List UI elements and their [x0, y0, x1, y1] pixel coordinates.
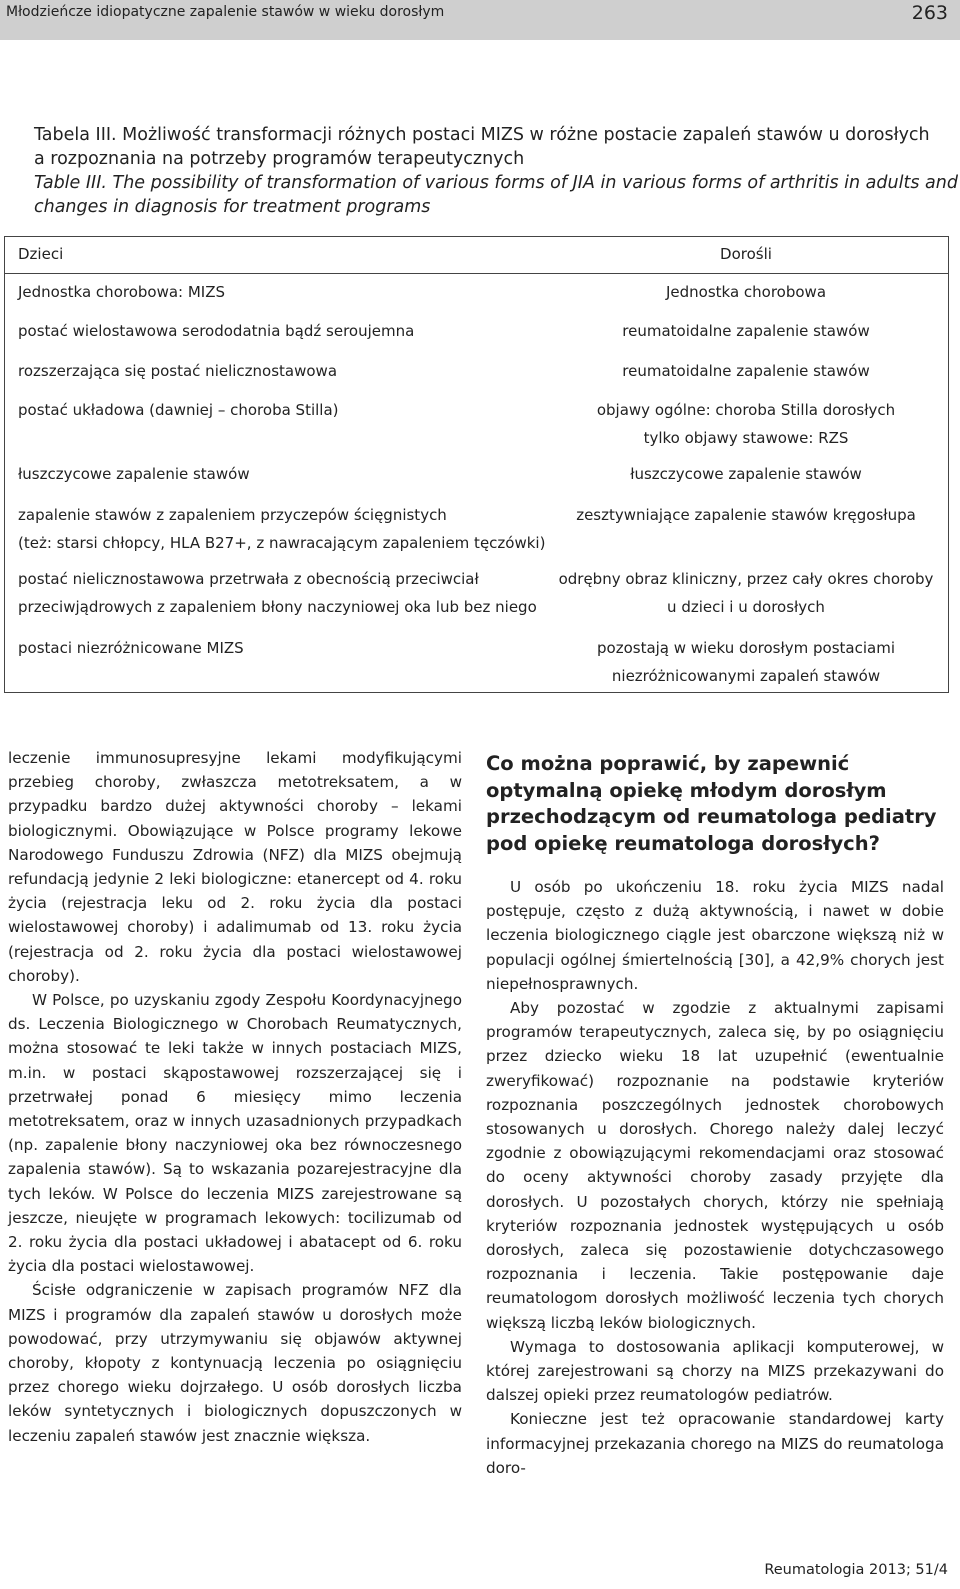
left-text-column [8, 746, 462, 1448]
table-cell-left: postać układowa (dawniej – choroba Stilla) [18, 401, 339, 419]
running-header [0, 0, 960, 40]
journal-footer: Reumatologia 2013; 51/4 [764, 1562, 948, 1578]
table-cell-right: odrębny obraz kliniczny, przez cały okres choroby [558, 570, 934, 588]
running-title: Młodzieńcze idiopatyczne zapalenie stawów w wieku dorosłym [6, 4, 445, 20]
caption-en-label: Table III. [34, 173, 107, 193]
table-cell-right: łuszczycowe zapalenie stawów [630, 465, 862, 483]
table-cell-left: rozszerzająca się postać nielicznostawowa [18, 362, 338, 380]
caption-pl-line1: Możliwość transformacji różnych postaci MIZS w różne postacie zapaleń stawów u dorosłych [122, 125, 930, 145]
table-cell-left: przeciwjądrowych z zapaleniem błony naczyniowej oka lub bez niego [18, 598, 537, 616]
paragraph: Aby pozostać w zgodzie z aktualnymi zapisami programów terapeutycznych, zaleca się, by po osiągnięciu przez dziecko wieku 18 lat uzupełnić (ewentualnie zweryfikować) rozpoznanie na podstawie kryteriów rozpoznania poszczególnych jednostek chorobowych stosowanych u dorosłych. Chorego należy dalej leczyć zgodnie z obowiązującymi rekomendacjami oraz stosować do oceny aktywności choroby zasady przyjęte dla dorosłych. U pozostałych chorych, którzy nie spełniają kryteriów rozpoznania jednostek występujących u osób dorosłych, zaleca się pozostawienie dotychczasowego rozpoznania i leczenia. Takie postępowanie daje reumatologom dorosłych możliwość leczenia tych chorych większą liczbą leków biologicznych. [486, 999, 944, 1332]
caption-en-line1: The possibility of transformation of various forms of JIA in various forms of arthritis in adults and [112, 173, 958, 193]
table-cell-left: (też: starsi chłopcy, HLA B27+, z nawracającym zapaleniem tęczówki) [18, 534, 546, 552]
paragraph: leczenie immunosupresyjne lekami modyfikującymi przebieg choroby, zwłaszcza metotreksatem, a w przypadku bardzo dużej aktywności choroby – lekami biologicznymi. Obowiązujące w Polsce programy lekowe Narodowego Funduszu Zdrowia (NFZ) dla MIZS obejmują refundacją jedynie 2 leki biologiczne: etanercept od 4. roku życia (rejestracja leku od 2. roku życia dla postaci wielostawowej choroby) i adalimumab od 13. roku życia (rejestracja od 2. roku życia dla postaci wielostawowej choroby). [8, 749, 462, 985]
table-cell-right: tylko objawy stawowe: RZS [643, 429, 849, 447]
table-caption [34, 123, 958, 219]
table-cell-right: u dzieci i u dorosłych [667, 598, 825, 616]
table-cell-right: zesztywniające zapalenie stawów kręgosłupa [576, 506, 916, 524]
table-cell-right: reumatoidalne zapalenie stawów [622, 362, 870, 380]
paragraph: Wymaga to dostosowania aplikacji komputerowej, w której zarejestrowani są chorzy na MIZS przekazywani do dalszej opieki przez reumatologów pediatrów. [486, 1337, 944, 1405]
table-cell-right: reumatoidalne zapalenie stawów [622, 322, 870, 340]
paragraph: Konieczne jest też opracowanie standardowej karty informacyjnej przekazania chorego na MIZS do reumatologa doro- [486, 1410, 944, 1477]
table-cell-right: Jednostka chorobowa [665, 283, 827, 301]
caption-en-line2: changes in diagnosis for treatment programs [34, 197, 431, 217]
table-cell-right: objawy ogólne: choroba Stilla dorosłych [596, 401, 896, 419]
table-cell-right: niezróżnicowanymi zapaleń stawów [611, 667, 881, 685]
table-cell-left: zapalenie stawów z zapaleniem przyczepów ścięgnistych [18, 506, 447, 524]
right-text-column [486, 875, 944, 1480]
paragraph: U osób po ukończeniu 18. roku życia MIZS nadal postępuje, często z dużą aktywnością, i nawet w dobie leczenia biologicznego ciągle jest obarczone większą niż w populacji ogólnej śmiertelnością [30], a 42,9% chorych jest niepełnosprawnych. [486, 878, 944, 993]
transformation-table [4, 236, 949, 693]
section-heading: Co można poprawić, by zapewnić optymalną opiekę młodym dorosłym przechodzącym od reumatologa pediatry pod opiekę reumatologa dorosłych? [486, 752, 937, 855]
table-cell-left: postać wielostawowa serododatnia bądź seroujemna [18, 322, 415, 340]
paragraph: W Polsce, po uzyskaniu zgody Zespołu Koordynacyjnego ds. Leczenia Biologicznego w Chorobach Reumatycznych, można stosować te leki także w innych postaciach MIZS, m.in. w postaci skąpostawowej rozszerzającej się i przetrwałej ponad 6 miesięcy mimo leczenia metotreksatem, oraz w innych uzasadnionych przypadkach (np. zapalenie błony naczyniowej oka bez równoczesnego zapalenia stawów). Są to wskazania pozarejestracyjne dla tych leków. W Polsce do leczenia MIZS zarejestrowane są jeszcze, nieujęte w programach lekowych: tocilizumab od 2. roku życia dla postaci układowej i abatacept od 6. roku życia dla postaci wielostawowej. [8, 991, 462, 1276]
caption-pl-line2: a rozpoznania na potrzeby programów terapeutycznych [34, 149, 525, 169]
paragraph: Ścisłe odgraniczenie w zapisach programów NFZ dla MIZS i programów dla zapaleń stawów u dorosłych może powodować, przy utrzymywaniu się objawów aktywnej choroby, kłopoty z kontynuacją leczenia po osiągnięciu przez chorego wieku dojrzałego. U osób dorosłych liczba leków syntetycznych i biologicznych dopuszczonych w leczeniu zapaleń stawów jest znacznie większa. [8, 1281, 462, 1445]
page-number: 263 [911, 2, 948, 24]
table-cell-left: postaci niezróżnicowane MIZS [18, 639, 244, 657]
table-cell-left: Jednostka chorobowa: MIZS [18, 283, 226, 301]
caption-pl-label: Tabela III. [34, 125, 117, 145]
table-header-children: Dzieci [18, 245, 64, 263]
table-header-adults: Dorośli [720, 245, 772, 263]
table-cell-right: pozostają w wieku dorosłym postaciami [597, 639, 895, 657]
table-cell-left: postać nielicznostawowa przetrwała z obecnością przeciwciał [18, 570, 479, 588]
table-cell-left: łuszczycowe zapalenie stawów [18, 465, 250, 483]
